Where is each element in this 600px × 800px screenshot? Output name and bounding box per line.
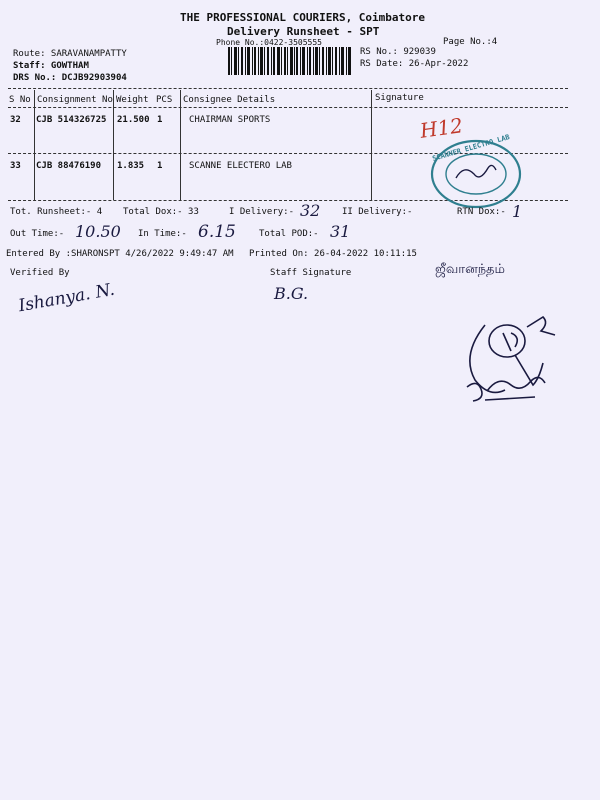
total-pod-label: Total POD:- (259, 229, 319, 239)
row-weight: 1.835 (117, 161, 145, 171)
out-time-label: Out Time:- (10, 229, 65, 239)
route: Route: SARAVANAMPATTY (13, 49, 127, 59)
col-divider (113, 90, 114, 200)
verifier-signature: Ishanya. N. (17, 279, 117, 317)
handwritten-mark: H12 (418, 113, 465, 143)
rs-number: RS No.: 929039 (360, 47, 436, 57)
col-header-signature: Signature (375, 93, 424, 103)
phone-number: Phone No.:0422-3505555 (216, 38, 322, 47)
stamp-text: SCANNER ELECTRO LAB (431, 133, 511, 163)
drs-number: DRS No.: DCJB92903904 (13, 73, 127, 83)
row-consignment: CJB 88476190 (36, 161, 102, 171)
col-divider (34, 90, 35, 200)
receiver-signature (455, 305, 565, 410)
row-sno: 32 (10, 115, 21, 125)
total-dox: Total Dox:- 33 (123, 207, 199, 217)
row-consignment: CJB 514326725 (36, 115, 107, 125)
row-consignee: CHAIRMAN SPORTS (189, 115, 271, 125)
col-header-weight: Weight (116, 95, 149, 105)
entered-by: Entered By :SHARONSPT 4/26/2022 9:49:47 AM (6, 249, 234, 259)
col-header-consignee: Consignee Details (183, 95, 276, 105)
header-rule (8, 107, 568, 108)
row-weight: 21.500 (117, 115, 150, 125)
runsheet-title: Delivery Runsheet - SPT (227, 25, 380, 38)
total-pod-value: 31 (330, 222, 351, 241)
row-consignee: SCANNE ELECTERO LAB (189, 161, 292, 171)
tamil-name-signature: ஜீவானந்தம் (435, 262, 505, 277)
company-name: THE PROFESSIONAL COURIERS, Coimbatore (180, 11, 426, 24)
rtn-dox-value: 1 (512, 202, 523, 221)
table-top-rule (8, 88, 568, 89)
in-time-value: 6.15 (198, 222, 236, 242)
col-header-sno: S No (9, 95, 31, 105)
i-delivery-label: I Delivery:- (229, 207, 295, 217)
col-header-consignment: Consignment No (37, 95, 113, 105)
row-pcs: 1 (157, 161, 163, 171)
printed-on: Printed On: 26-04-2022 10:11:15 (249, 249, 417, 259)
staff-signature-label: Staff Signature (270, 268, 352, 278)
rs-date: RS Date: 26-Apr-2022 (360, 59, 469, 69)
col-divider (371, 90, 372, 200)
verified-by-label: Verified By (10, 268, 70, 278)
total-runsheet: Tot. Runsheet:- 4 (10, 207, 103, 217)
ii-delivery-label: II Delivery:- (342, 207, 413, 217)
col-divider (180, 90, 181, 200)
in-time-label: In Time:- (138, 229, 187, 239)
rtn-dox-label: RTN Dox:- (457, 207, 506, 217)
staff: Staff: GOWTHAM (13, 61, 89, 71)
row-sno: 33 (10, 161, 21, 171)
staff-signature: B.G. (274, 284, 309, 303)
col-header-pcs: PCS (156, 95, 173, 105)
i-delivery-value: 32 (300, 201, 321, 220)
row-pcs: 1 (157, 115, 163, 125)
out-time-value: 10.50 (75, 222, 121, 241)
page-number: Page No.:4 (443, 37, 498, 47)
barcode (228, 47, 352, 75)
